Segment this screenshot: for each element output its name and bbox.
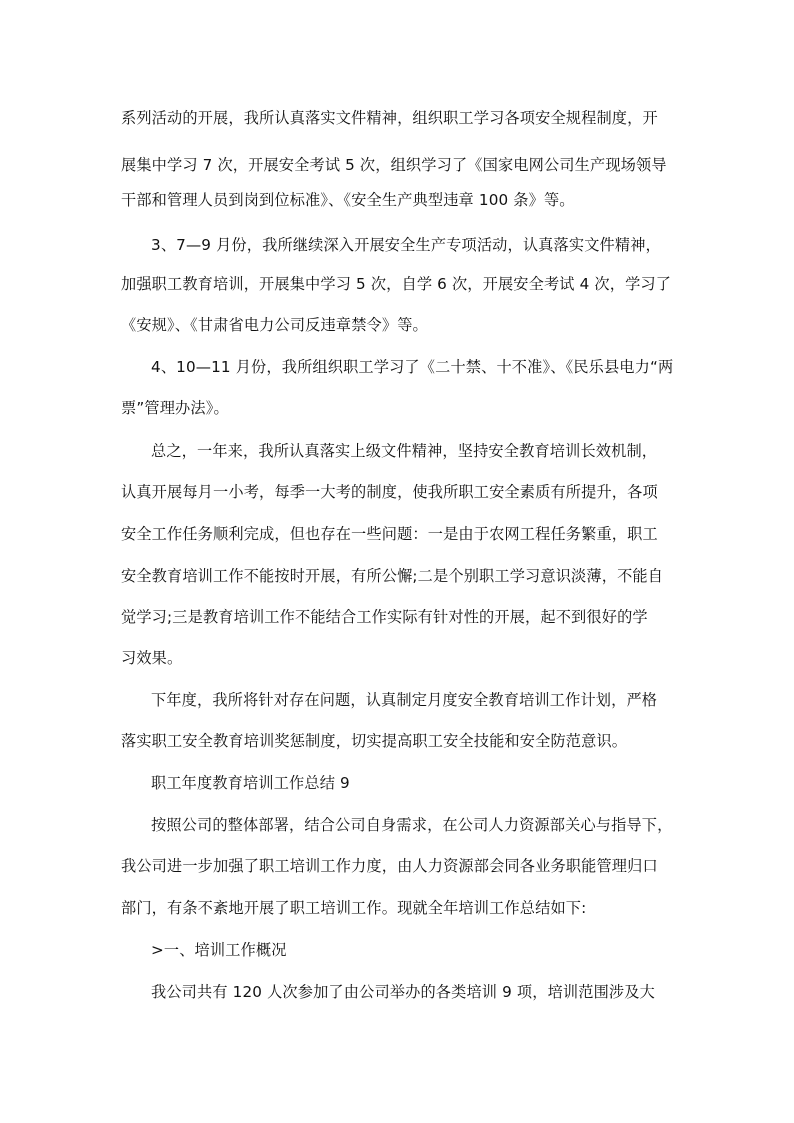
text-line: 4、10—11 月份，我所组织职工学习了《二十禁、十不准》、《民乐县电力“两 — [151, 358, 674, 376]
text-line: 安全教育培训工作不能按时开展，有所公懈;二是个别职工学习意识淡薄，不能自 — [121, 567, 664, 585]
text-line: 认真开展每月一小考，每季一大考的制度，使我所职工安全素质有所提升，各项 — [121, 483, 658, 501]
text-line: 《安规》、《甘肃省电力公司反违章禁令》等。 — [121, 316, 428, 334]
section-heading: 职工年度教育培训工作总结 9 — [151, 774, 350, 792]
text-line: 干部和管理人员到岗到位标准》、《安全生产典型违章 100 条》等。 — [121, 191, 575, 209]
text-line: 落实职工安全教育培训奖惩制度，切实提高职工安全技能和安全防范意识。 — [121, 732, 628, 750]
text-line: 按照公司的整体部署，结合公司自身需求，在公司人力资源部关心与指导下， — [151, 816, 673, 834]
text-line: 加强职工教育培训，开展集中学习 5 次，自学 6 次，开展安全考试 4 次，学习了 — [121, 275, 672, 293]
text-line: 安全工作任务顺利完成，但也存在一些问题：一是由于农网工程任务繁重，职工 — [121, 525, 658, 543]
text-line: 部门，有条不紊地开展了职工培训工作。现就全年培训工作总结如下: — [121, 899, 587, 917]
text-line: 下年度，我所将针对存在问题，认真制定月度安全教育培训工作计划，严格 — [151, 691, 658, 709]
text-line: 展集中学习 7 次，开展安全考试 5 次，组织学习了《国家电网公司生产现场领导 — [121, 156, 667, 174]
text-line: 习效果。 — [121, 649, 183, 667]
subsection-heading: >一、培训工作概况 — [151, 941, 287, 959]
text-line: 3、7—9 月份，我所继续深入开展安全生产专项活动，认真落实文件精神， — [151, 236, 661, 254]
text-line: 票”管理办法》。 — [121, 399, 229, 417]
text-line: 我公司共有 120 人次参加了由公司举办的各类培训 9 项，培训范围涉及大 — [151, 983, 655, 1001]
text-line: 觉学习;三是教育培训工作不能结合工作实际有针对性的开展，起不到很好的学 — [121, 608, 648, 626]
text-line: 总之，一年来，我所认真落实上级文件精神，坚持安全教育培训长效机制， — [151, 442, 658, 460]
text-line: 系列活动的开展，我所认真落实文件精神，组织职工学习各项安全规程制度，开 — [121, 109, 658, 127]
text-line: 我公司进一步加强了职工培训工作力度，由人力资源部会同各业务职能管理归口 — [121, 857, 658, 875]
